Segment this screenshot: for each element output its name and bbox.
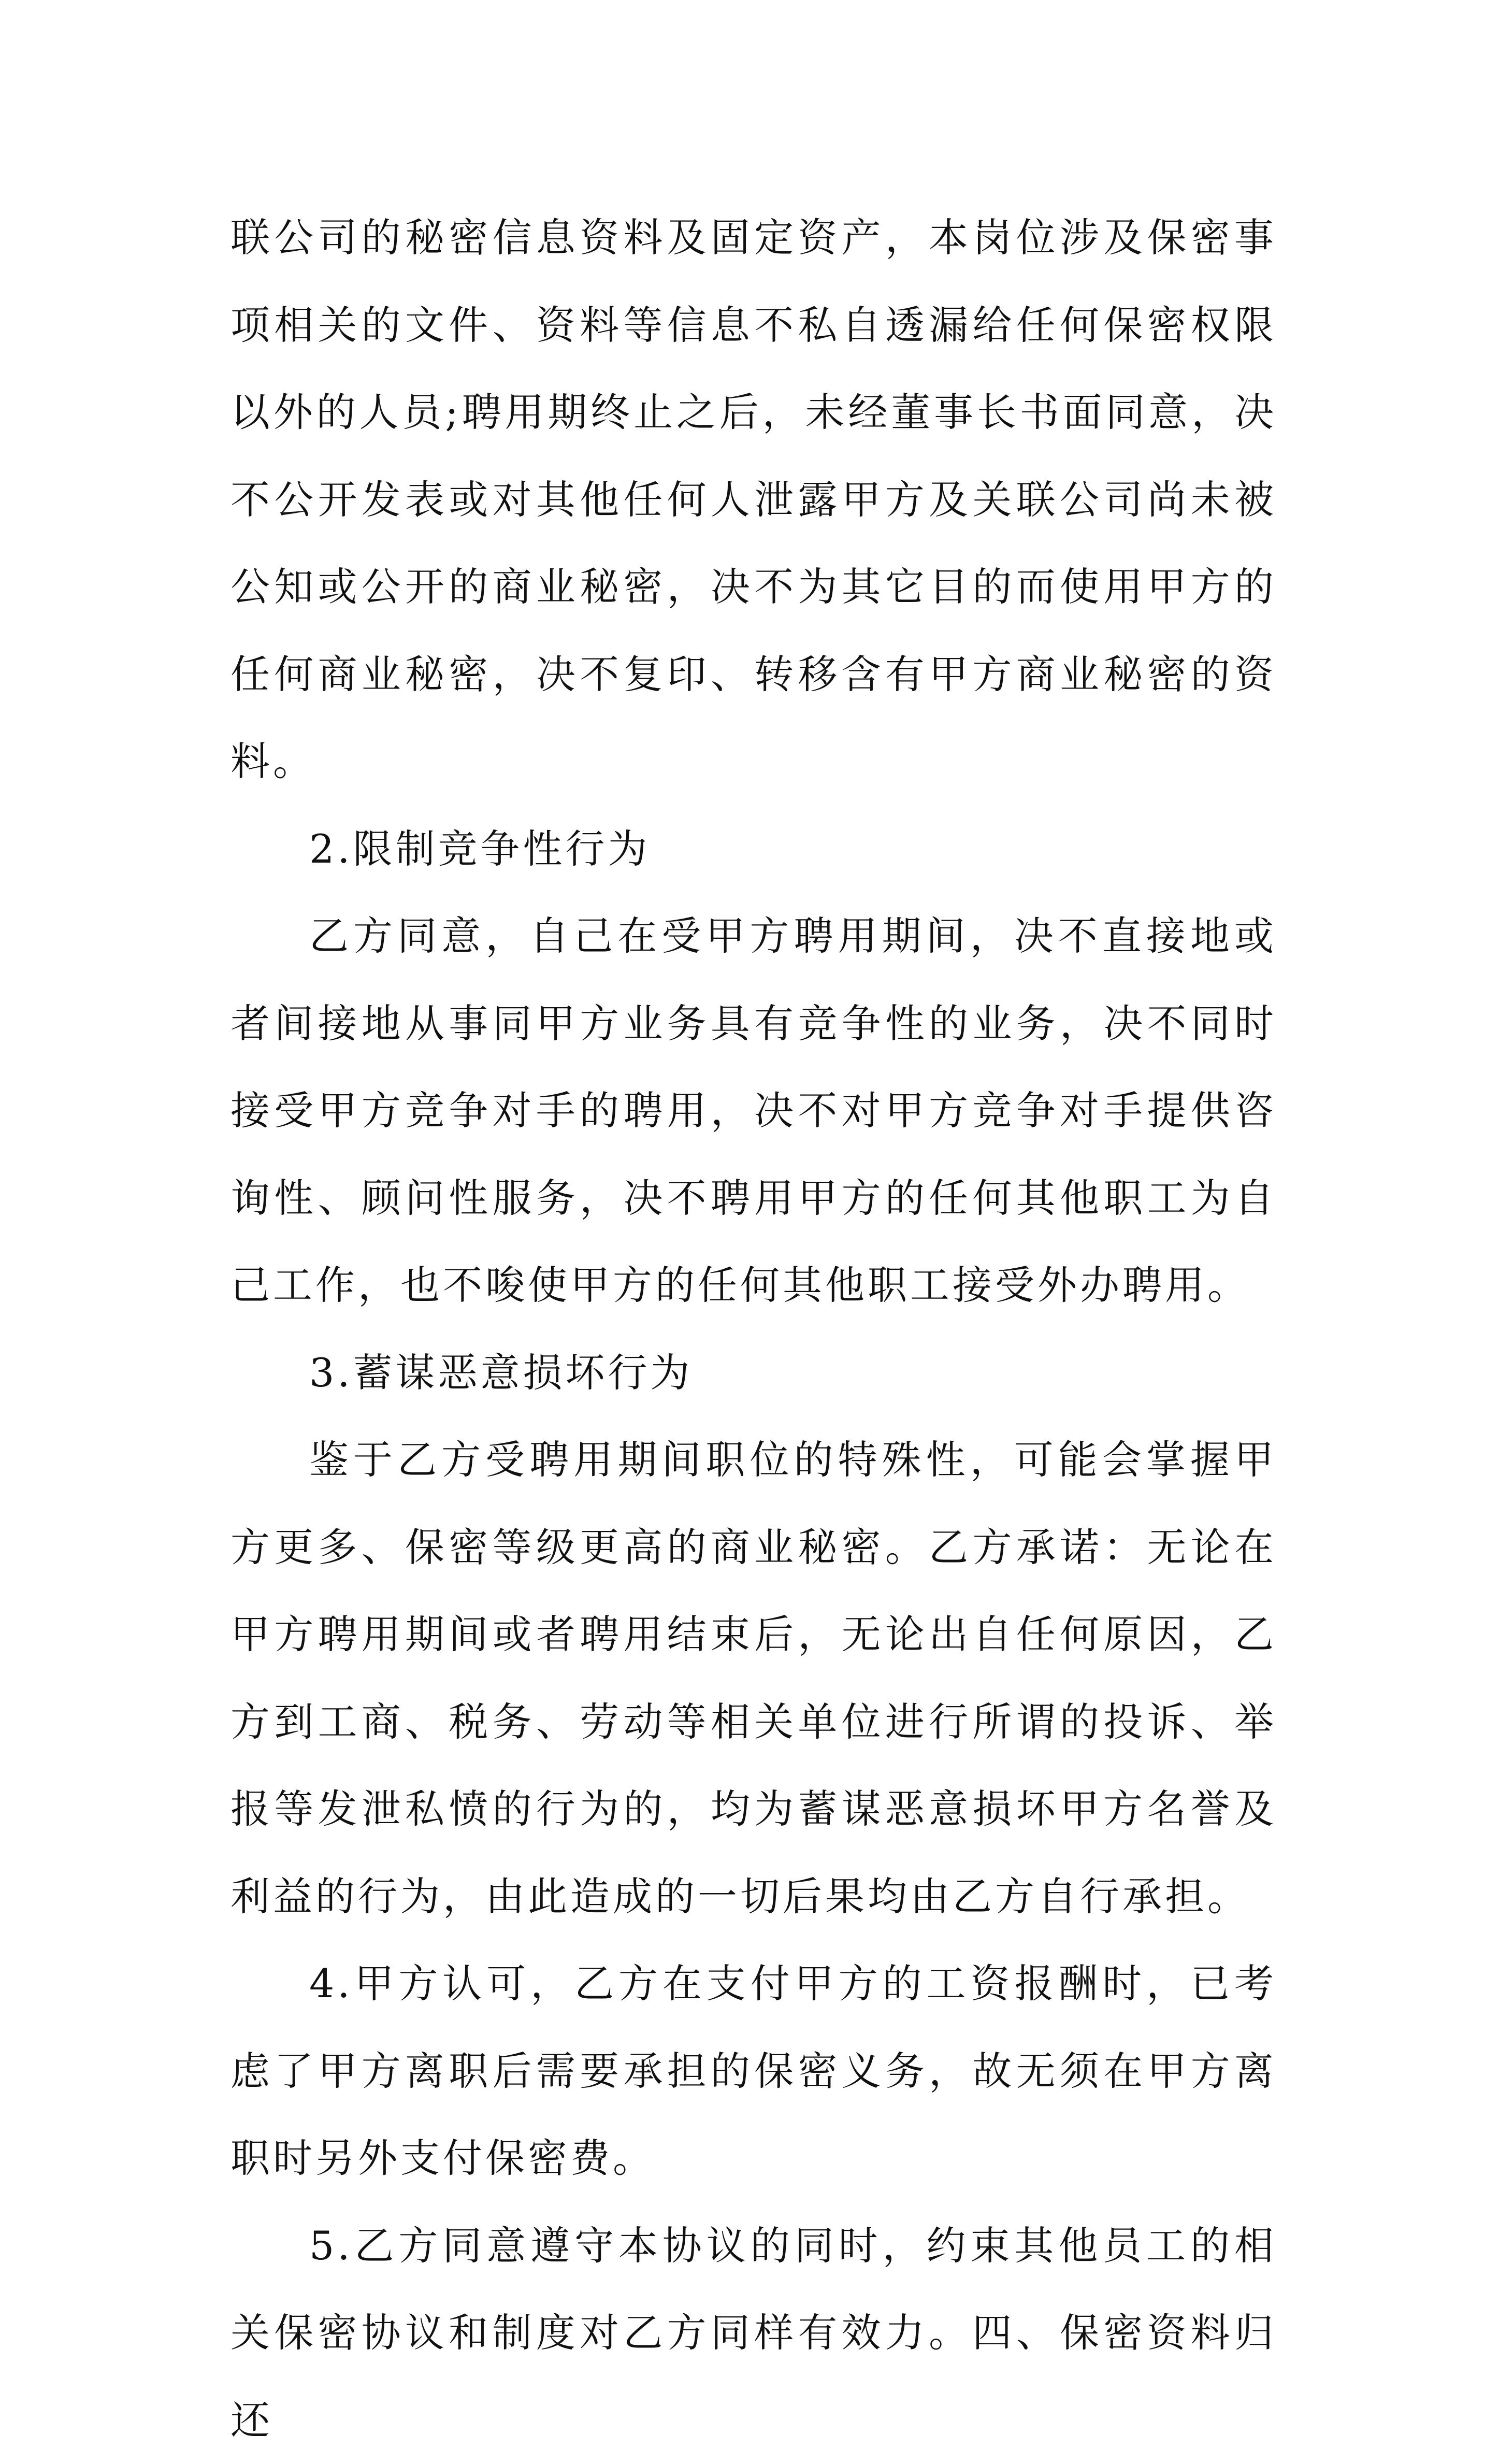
paragraph-malicious-damage: 鉴于乙方受聘用期间职位的特殊性，可能会掌握甲方更多、保密等级更高的商业秘密。乙方承诺：无论在甲方聘用期间或者聘用结束后，无论出自任何原因，乙方到工商、税务、劳动等相关单位进行所谓的投诉、举报等发泄私愤的行为的，均为蓄谋恶意损坏甲方名誉及利益的行为，由此造成的一切后果均由乙方自行承担。 <box>230 1416 1277 1940</box>
heading-malicious-damage: 3.蓄谋恶意损坏行为 <box>230 1329 1277 1417</box>
heading-restrict-competition: 2.限制竞争性行为 <box>230 806 1277 893</box>
paragraph-clause-5: 5.乙方同意遵守本协议的同时，约束其他员工的相关保密协议和制度对乙方同样有效力。四、保密资料归还 <box>230 2202 1277 2464</box>
document-body <box>230 194 1277 2464</box>
paragraph-clause-4: 4.甲方认可，乙方在支付甲方的工资报酬时，已考虑了甲方离职后需要承担的保密义务，故无须在甲方离职时另外支付保密费。 <box>230 1940 1277 2202</box>
paragraph-competition: 乙方同意，自己在受甲方聘用期间，决不直接地或者间接地从事同甲方业务具有竞争性的业务，决不同时接受甲方竞争对手的聘用，决不对甲方竞争对手提供咨询性、顾问性服务，决不聘用甲方的任何其他职工为自己工作，也不唆使甲方的任何其他职工接受外办聘用。 <box>230 893 1277 1329</box>
paragraph-continuation: 联公司的秘密信息资料及固定资产，本岗位涉及保密事项相关的文件、资料等信息不私自透漏给任何保密权限以外的人员;聘用期终止之后，未经董事长书面同意，决不公开发表或对其他任何人泄露甲方及关联公司尚未被公知或公开的商业秘密，决不为其它目的而使用甲方的任何商业秘密，决不复印、转移含有甲方商业秘密的资料。 <box>230 194 1277 806</box>
